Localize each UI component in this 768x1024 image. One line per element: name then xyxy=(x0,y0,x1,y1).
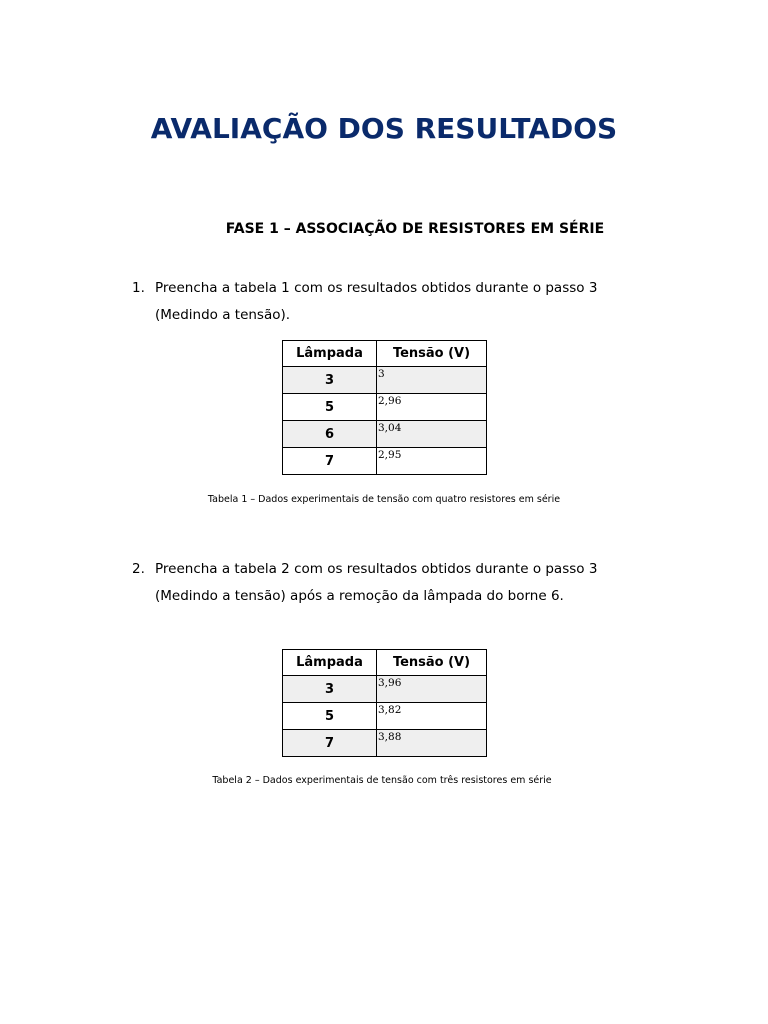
lamp-cell: 5 xyxy=(283,703,377,730)
lamp-cell: 6 xyxy=(283,421,377,448)
table-row xyxy=(283,676,487,703)
table-row xyxy=(283,703,487,730)
question-number: 1. xyxy=(132,280,145,296)
voltage-cell[interactable]: 2,95 xyxy=(377,448,487,475)
column-header-tensao: Tensão (V) xyxy=(377,650,487,676)
lamp-cell: 7 xyxy=(283,730,377,757)
voltage-cell[interactable]: 2,96 xyxy=(377,394,487,421)
question-1 xyxy=(132,275,652,329)
table-2-caption: Tabela 2 – Dados experimentais de tensão com três resistores em série xyxy=(212,775,552,786)
lamp-cell: 3 xyxy=(283,676,377,703)
column-header-lampada: Lâmpada xyxy=(283,341,377,367)
table-row xyxy=(283,367,487,394)
question-text: Preencha a tabela 2 com os resultados obtidos durante o passo 3 (Medindo a tensão) após a remoção da lâmpada do borne 6. xyxy=(155,561,598,604)
table-row xyxy=(283,448,487,475)
table-2 xyxy=(282,649,487,757)
voltage-cell[interactable]: 3,04 xyxy=(377,421,487,448)
section-subtitle: FASE 1 – ASSOCIAÇÃO DE RESISTORES EM SÉRIE xyxy=(225,221,605,237)
table-1-caption: Tabela 1 – Dados experimentais de tensão com quatro resistores em série xyxy=(207,494,561,505)
question-number: 2. xyxy=(132,561,145,577)
table-row xyxy=(283,394,487,421)
table-header-row xyxy=(283,650,487,676)
table-1 xyxy=(282,340,487,475)
table-row xyxy=(283,421,487,448)
voltage-cell[interactable]: 3 xyxy=(377,367,487,394)
question-text: Preencha a tabela 1 com os resultados obtidos durante o passo 3 (Medindo a tensão). xyxy=(155,280,598,323)
lamp-cell: 7 xyxy=(283,448,377,475)
page-title: AVALIAÇÃO DOS RESULTADOS xyxy=(150,112,618,145)
voltage-cell[interactable]: 3,96 xyxy=(377,676,487,703)
lamp-cell: 5 xyxy=(283,394,377,421)
column-header-tensao: Tensão (V) xyxy=(377,341,487,367)
table-header-row xyxy=(283,341,487,367)
column-header-lampada: Lâmpada xyxy=(283,650,377,676)
voltage-cell[interactable]: 3,82 xyxy=(377,703,487,730)
voltage-cell[interactable]: 3,88 xyxy=(377,730,487,757)
lamp-cell: 3 xyxy=(283,367,377,394)
table-row xyxy=(283,730,487,757)
question-2 xyxy=(132,556,652,610)
